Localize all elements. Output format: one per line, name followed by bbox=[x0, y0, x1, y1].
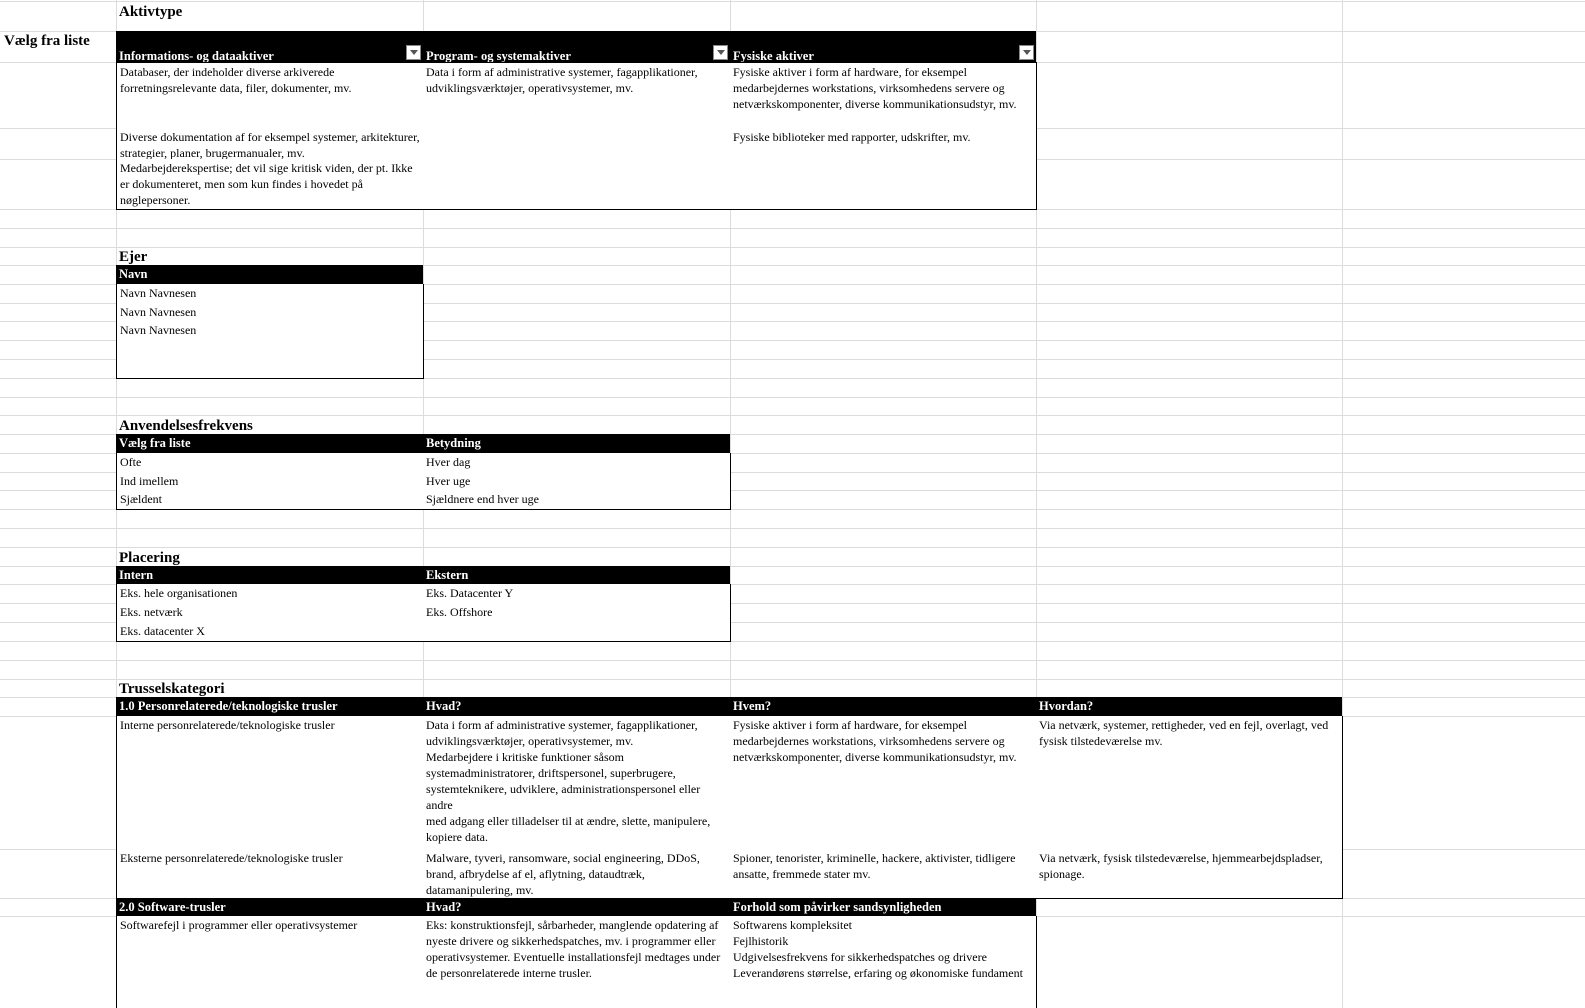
table-cell[interactable]: Fysiske aktiver i form af hardware, for eksempel medarbejdernes workstations, virksomhedens servere og netværkskomponenter, diverse kommunikationsudstyr, mv. bbox=[730, 62, 1037, 129]
table-cell[interactable]: Eks. Offshore bbox=[423, 603, 731, 623]
table-cell[interactable]: Data i form af administrative systemer, fagapplikationer, udviklingsværktøjer, operativsystemer, mv. Medarbejdere i kritiske funktioner såsom systemadministratorer, driftspersonel, superbrugere, systemteknikere, udviklere, administrationspersonel eller andre med adgang eller tilladelser til at ændre, slette, manipulere, kopiere data. bbox=[423, 716, 731, 850]
table-cell[interactable]: Eks. datacenter X bbox=[116, 622, 424, 642]
filter-dropdown-icon[interactable] bbox=[1019, 45, 1034, 60]
table-cell[interactable]: Eksterne personrelaterede/teknologiske trusler bbox=[116, 849, 424, 899]
filter-dropdown-icon[interactable] bbox=[406, 45, 421, 60]
table-cell[interactable] bbox=[730, 159, 1037, 210]
table-cell[interactable]: Hver dag bbox=[423, 453, 731, 473]
placering-header-ekstern: Ekstern bbox=[423, 566, 730, 584]
table-cell[interactable]: Sjældent bbox=[116, 490, 424, 510]
aktivtype-header-program-label: Program- og systemaktiver bbox=[426, 49, 571, 62]
placering-title: Placering bbox=[119, 550, 180, 566]
table-cell[interactable]: Medarbejderekspertise; det vil sige kritisk viden, der pt. Ikke er dokumenteret, men som kun findes i hovedet på nøglepersoner. bbox=[116, 159, 424, 210]
table-cell[interactable]: Data i form af administrative systemer, fagapplikationer, udviklingsværktøjer, operativsystemer, mv. bbox=[423, 62, 731, 129]
trussel-header-hvad: Hvad? bbox=[423, 697, 730, 716]
table-cell[interactable]: Fysiske aktiver i form af hardware, for eksempel medarbejdernes workstations, virksomhedens servere og netværkskomponenter, diverse kommunikationsudstyr, mv. bbox=[730, 716, 1037, 850]
table-cell[interactable]: Databaser, der indeholder diverse arkiverede forretningsrelevante data, filer, dokumenter, mv. bbox=[116, 62, 424, 129]
table-cell[interactable] bbox=[116, 359, 424, 379]
table-cell[interactable] bbox=[423, 128, 731, 160]
filter-dropdown-icon[interactable] bbox=[713, 45, 728, 60]
table-cell[interactable]: Eks. netværk bbox=[116, 603, 424, 623]
trussel-header-hvordan: Hvordan? bbox=[1036, 697, 1342, 716]
table-cell[interactable]: Eks. Datacenter Y bbox=[423, 584, 731, 604]
aktivtype-header-program bbox=[423, 31, 730, 62]
aktivtype-header-fysisk-label: Fysiske aktiver bbox=[733, 49, 814, 62]
table-cell[interactable]: Softwarefejl i programmer eller operativsystemer bbox=[116, 916, 424, 1008]
software-header-forhold: Forhold som påvirker sandsynligheden bbox=[730, 898, 1036, 916]
ejer-header-navn: Navn bbox=[116, 265, 423, 284]
table-cell[interactable]: Fysiske biblioteker med rapporter, udskrifter, mv. bbox=[730, 128, 1037, 160]
aktivtype-header-fysisk bbox=[730, 31, 1036, 62]
table-cell[interactable]: Spioner, tenorister, kriminelle, hackere, aktivister, tidligere ansatte, fremmede stater mv. bbox=[730, 849, 1037, 899]
table-cell[interactable]: Softwarens kompleksitet Fejlhistorik Udgivelsesfrekvens for sikkerhedspatches og drivere Leverandørens størrelse, erfaring og økonomiske fundament bbox=[730, 916, 1037, 1008]
table-cell[interactable]: Eks. hele organisationen bbox=[116, 584, 424, 604]
table-cell[interactable]: Navn Navnesen bbox=[116, 321, 424, 341]
table-cell[interactable]: Eks: konstruktionsfejl, sårbarheder, manglende opdatering af nyeste drivere og sikkerhedspatches, mv. i programmer eller operativsystemer. Eventuelle installationsfejl medtages under de personrelaterede interne trusler. bbox=[423, 916, 731, 1008]
software-header-hvad: Hvad? bbox=[423, 898, 730, 916]
anvendelse-header-choose: Vælg fra liste bbox=[116, 434, 423, 453]
table-cell[interactable]: Navn Navnesen bbox=[116, 303, 424, 322]
table-cell[interactable] bbox=[423, 622, 731, 642]
table-cell[interactable]: Via netværk, fysisk tilstedeværelse, hjemmearbejdspladser, spionage. bbox=[1036, 849, 1343, 899]
anvendelse-title: Anvendelsesfrekvens bbox=[119, 418, 253, 434]
aktivtype-title: Aktivtype bbox=[119, 4, 183, 20]
table-cell[interactable]: Sjældnere end hver uge bbox=[423, 490, 731, 510]
trussel-header-category: 1.0 Personrelaterede/teknologiske trusler bbox=[116, 697, 423, 716]
table-cell[interactable] bbox=[116, 340, 424, 360]
trussel-title: Trusselskategori bbox=[119, 681, 225, 697]
ejer-title: Ejer bbox=[119, 249, 148, 265]
choose-from-list-label: Vælg fra liste bbox=[4, 33, 90, 49]
aktivtype-header-info-label: Informations- og dataaktiver bbox=[119, 49, 274, 62]
placering-header-intern: Intern bbox=[116, 566, 423, 584]
table-cell[interactable]: Diverse dokumentation af for eksempel systemer, arkitekturer, strategier, planer, brugermanualer, mv. bbox=[116, 128, 424, 160]
aktivtype-header-info bbox=[116, 31, 423, 62]
table-cell[interactable]: Ofte bbox=[116, 453, 424, 473]
trussel-header-hvem: Hvem? bbox=[730, 697, 1036, 716]
table-cell[interactable]: Interne personrelaterede/teknologiske trusler bbox=[116, 716, 424, 850]
anvendelse-header-betydning: Betydning bbox=[423, 434, 730, 453]
table-cell[interactable]: Via netværk, systemer, rettigheder, ved en fejl, overlagt, ved fysisk tilstedeværelse mv. bbox=[1036, 716, 1343, 850]
table-cell[interactable]: Ind imellem bbox=[116, 472, 424, 491]
table-cell[interactable] bbox=[423, 159, 731, 210]
table-cell[interactable]: Malware, tyveri, ransomware, social engineering, DDoS, brand, afbrydelse af el, aflytning, dataudtræk, datamanipulering, mv. bbox=[423, 849, 731, 899]
table-cell[interactable]: Hver uge bbox=[423, 472, 731, 491]
table-cell[interactable]: Navn Navnesen bbox=[116, 284, 424, 304]
software-header-category: 2.0 Software-trusler bbox=[116, 898, 423, 916]
